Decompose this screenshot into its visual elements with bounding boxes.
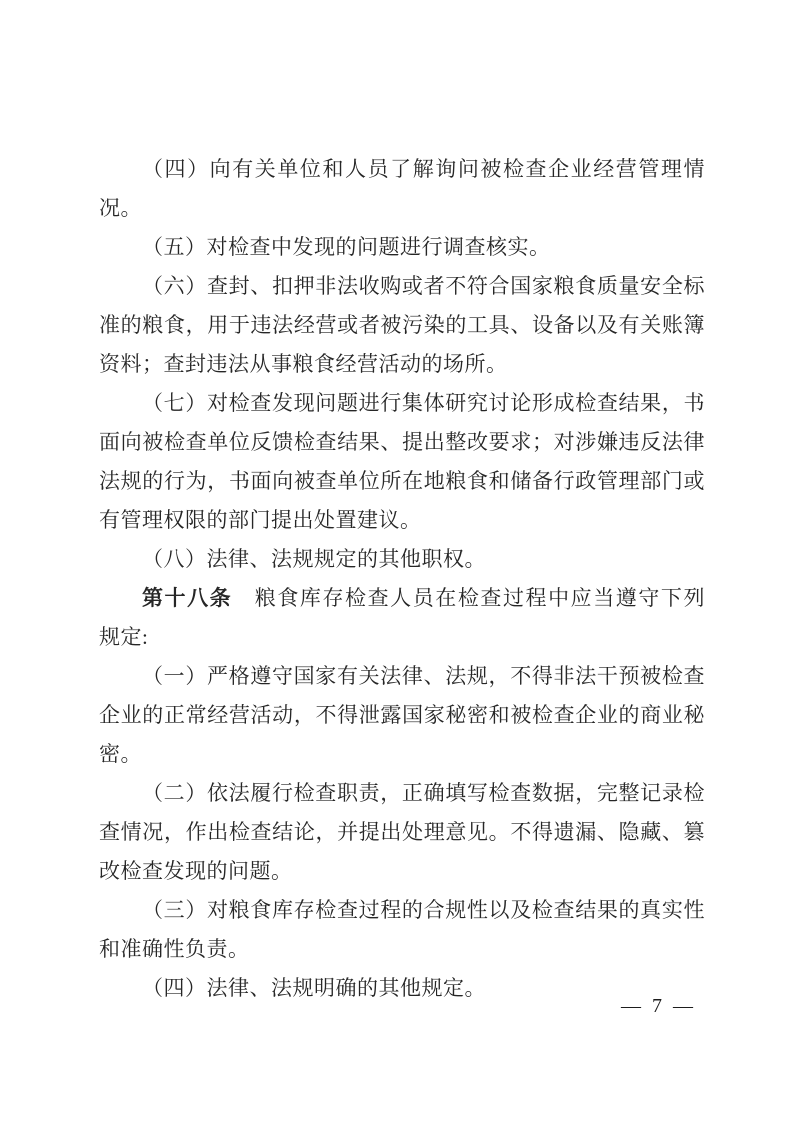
text-line <box>99 579 705 618</box>
text-line: （八）法律、法规规定的其他职权。 <box>142 547 486 571</box>
text-line: （三）对粮食库存检查过程的合规性以及检查结果的真实性 <box>142 898 705 922</box>
text-line: （四）向有关单位和人员了解询问被检查企业经营管理情 <box>142 157 705 181</box>
text-line: 况。 <box>99 196 142 220</box>
document-body <box>99 150 705 1008</box>
text-line: （一）严格遵守国家有关法律、法规，不得非法干预被检查 <box>142 664 705 688</box>
paragraph <box>99 969 705 1008</box>
text-line: （四）法律、法规明确的其他规定。 <box>142 976 486 1000</box>
text-line: （七）对检查发现问题进行集体研究讨论形成检查结果，书 <box>142 391 705 415</box>
text-line: （二）依法履行检查职责，正确填写检查数据，完整记录检 <box>142 781 705 805</box>
paragraph <box>99 150 705 228</box>
text-line: 改检查发现的问题。 <box>99 859 293 883</box>
paragraph <box>99 267 705 384</box>
text-line: 资料；查封违法从事粮食经营活动的场所。 <box>99 352 508 376</box>
text-run: 粮食库存检查人员在检查过程中应当遵守下列 <box>232 586 705 610</box>
text-line: 规定: <box>99 625 149 649</box>
text-line: 准的粮食，用于违法经营或者被污染的工具、设备以及有关账簿 <box>99 313 705 337</box>
text-line: 密。 <box>99 742 142 766</box>
paragraph <box>99 657 705 774</box>
text-line: 法规的行为，书面向被查单位所在地粮食和储备行政管理部门或 <box>99 469 705 493</box>
paragraph <box>99 891 705 969</box>
paragraph <box>99 774 705 891</box>
text-line: 和准确性负责。 <box>99 937 250 961</box>
text-line: 企业的正常经营活动，不得泄露国家秘密和被检查企业的商业秘 <box>99 703 705 727</box>
text-line: 面向被检查单位反馈检查结果、提出整改要求；对涉嫌违反法律 <box>99 430 705 454</box>
article-number-bold: 第十八条 <box>142 586 233 610</box>
text-line: 查情况，作出检查结论，并提出处理意见。不得遗漏、隐藏、篡 <box>99 820 705 844</box>
text-line: （五）对检查中发现的问题进行调查核实。 <box>142 235 551 259</box>
text-line: 有管理权限的部门提出处置建议。 <box>99 508 422 532</box>
paragraph <box>99 579 705 657</box>
paragraph <box>99 384 705 540</box>
page-number: — 7 — <box>621 995 696 1017</box>
paragraph <box>99 228 705 267</box>
text-line: （六）查封、扣押非法收购或者不符合国家粮食质量安全标 <box>142 274 705 298</box>
paragraph <box>99 540 705 579</box>
